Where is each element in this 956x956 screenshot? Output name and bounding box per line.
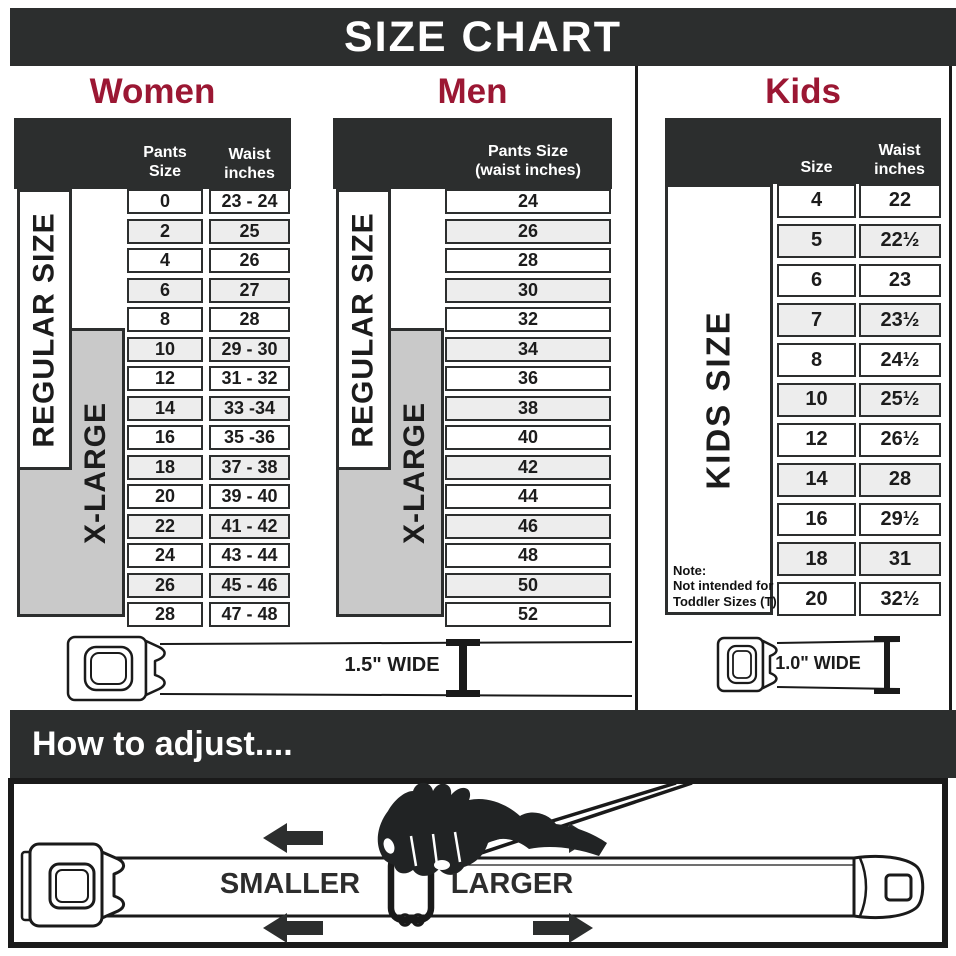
size-cell: 6 xyxy=(127,278,203,303)
waist-cell: 31 xyxy=(859,542,941,576)
waist-column-header: Waist inches xyxy=(874,142,925,178)
men-regular-label: REGULAR SIZE xyxy=(346,211,380,448)
belt-buckle-icon xyxy=(22,844,124,926)
size-cell: 12 xyxy=(777,423,856,457)
table-row xyxy=(777,542,941,576)
women-xlarge-label: X-LARGE xyxy=(78,401,112,544)
table-row xyxy=(445,219,611,244)
size-cell: 4 xyxy=(777,184,856,218)
adult-belt-width-label: 1.5" WIDE xyxy=(344,653,440,676)
men-regular-band xyxy=(336,189,391,470)
waist-cell: 29 - 30 xyxy=(209,337,290,362)
table-row xyxy=(777,463,941,497)
table-row xyxy=(445,248,611,273)
table-row xyxy=(127,484,290,509)
size-cell: 16 xyxy=(127,425,203,450)
waist-cell: 37 - 38 xyxy=(209,455,290,480)
size-cell: 0 xyxy=(127,189,203,214)
size-cell: 48 xyxy=(445,543,611,568)
adjust-illustration-drawing xyxy=(8,778,948,948)
smaller-label: SMALLER xyxy=(219,867,361,900)
size-cell: 28 xyxy=(445,248,611,273)
table-row xyxy=(127,425,290,450)
men-size-table xyxy=(333,118,612,624)
table-row xyxy=(127,248,290,273)
table-row xyxy=(777,184,941,218)
men-rows xyxy=(445,189,611,624)
table-row xyxy=(445,337,611,362)
table-row xyxy=(445,278,611,303)
table-row xyxy=(445,484,611,509)
size-cell: 20 xyxy=(777,582,856,616)
pants-size-column-header: Pants Size xyxy=(143,144,187,180)
table-row xyxy=(127,278,290,303)
table-row xyxy=(127,573,290,598)
women-regular-band xyxy=(17,189,72,470)
table-row xyxy=(445,514,611,539)
men-heading: Men xyxy=(437,72,508,111)
table-row xyxy=(127,337,290,362)
table-row xyxy=(445,396,611,421)
size-cell: 52 xyxy=(445,602,611,627)
size-cell: 36 xyxy=(445,366,611,391)
waist-cell: 45 - 46 xyxy=(209,573,290,598)
table-row xyxy=(445,307,611,332)
size-cell: 26 xyxy=(127,573,203,598)
table-row xyxy=(445,602,611,627)
table-row xyxy=(777,423,941,457)
table-row xyxy=(445,455,611,480)
right-border-line xyxy=(949,66,952,710)
waist-cell: 33 -34 xyxy=(209,396,290,421)
waist-cell: 35 -36 xyxy=(209,425,290,450)
size-cell: 24 xyxy=(127,543,203,568)
size-cell: 10 xyxy=(777,383,856,417)
section-divider xyxy=(635,66,638,710)
women-size-table xyxy=(14,118,291,624)
page-title: SIZE CHART xyxy=(344,12,622,61)
size-cell: 30 xyxy=(445,278,611,303)
waist-cell: 28 xyxy=(209,307,290,332)
size-cell: 44 xyxy=(445,484,611,509)
larger-label: LARGER xyxy=(450,867,574,900)
waist-cell: 28 xyxy=(859,463,941,497)
waist-cell: 29½ xyxy=(859,503,941,537)
waist-cell: 31 - 32 xyxy=(209,366,290,391)
table-row xyxy=(127,514,290,539)
table-row xyxy=(445,425,611,450)
adjust-illustration xyxy=(8,778,948,948)
size-cell: 5 xyxy=(777,224,856,258)
table-row xyxy=(445,189,611,214)
waist-cell: 26 xyxy=(209,248,290,273)
table-row xyxy=(127,189,290,214)
table-row xyxy=(777,303,941,337)
kids-belt-width-label: 1.0" WIDE xyxy=(775,652,861,673)
men-column-header: Pants Size (waist inches) xyxy=(475,143,581,179)
waist-cell: 41 - 42 xyxy=(209,514,290,539)
size-column-header: Size xyxy=(800,158,833,176)
size-cell: 18 xyxy=(777,542,856,576)
table-row xyxy=(127,455,290,480)
table-row xyxy=(777,383,941,417)
kids-table-header xyxy=(665,118,941,184)
table-row xyxy=(127,396,290,421)
kids-size-table xyxy=(665,118,941,618)
waist-cell: 32½ xyxy=(859,582,941,616)
waist-cell: 43 - 44 xyxy=(209,543,290,568)
belt-buckle-icon xyxy=(68,637,165,700)
table-row xyxy=(777,224,941,258)
size-cell: 14 xyxy=(127,396,203,421)
size-cell: 18 xyxy=(127,455,203,480)
table-row xyxy=(777,343,941,377)
table-row xyxy=(445,543,611,568)
men-table-header xyxy=(333,118,612,189)
kids-size-label: KIDS SIZE xyxy=(700,309,738,490)
size-cell: 46 xyxy=(445,514,611,539)
size-cell: 22 xyxy=(127,514,203,539)
belt-tip-icon xyxy=(854,856,923,917)
size-cell: 14 xyxy=(777,463,856,497)
women-rows xyxy=(127,189,290,624)
waist-cell: 25½ xyxy=(859,383,941,417)
size-chart-banner xyxy=(10,8,956,66)
size-cell: 38 xyxy=(445,396,611,421)
how-to-adjust-banner xyxy=(10,710,956,778)
size-cell: 20 xyxy=(127,484,203,509)
men-xlarge-label: X-LARGE xyxy=(397,401,431,544)
table-row xyxy=(127,307,290,332)
waist-column-header: Waist inches xyxy=(224,146,275,182)
size-cell: 6 xyxy=(777,264,856,298)
size-cell: 2 xyxy=(127,219,203,244)
women-table-header xyxy=(14,118,291,189)
waist-cell: 23½ xyxy=(859,303,941,337)
table-row xyxy=(445,366,611,391)
size-cell: 12 xyxy=(127,366,203,391)
kids-rows xyxy=(777,184,941,616)
table-row xyxy=(777,503,941,537)
size-cell: 40 xyxy=(445,425,611,450)
table-row xyxy=(127,219,290,244)
table-row xyxy=(777,582,941,616)
size-cell: 10 xyxy=(127,337,203,362)
women-heading: Women xyxy=(89,72,216,111)
table-row xyxy=(127,602,290,627)
waist-cell: 24½ xyxy=(859,343,941,377)
size-cell: 28 xyxy=(127,602,203,627)
toddler-note: Note: Not intended for Toddler Sizes (T) xyxy=(673,563,777,609)
size-cell: 26 xyxy=(445,219,611,244)
waist-cell: 27 xyxy=(209,278,290,303)
table-row xyxy=(777,264,941,298)
waist-cell: 23 - 24 xyxy=(209,189,290,214)
size-cell: 24 xyxy=(445,189,611,214)
size-cell: 16 xyxy=(777,503,856,537)
table-row xyxy=(445,573,611,598)
table-row xyxy=(127,543,290,568)
size-cell: 50 xyxy=(445,573,611,598)
waist-cell: 22 xyxy=(859,184,941,218)
kids-heading: Kids xyxy=(765,72,841,111)
women-regular-label: REGULAR SIZE xyxy=(27,211,61,448)
waist-cell: 23 xyxy=(859,264,941,298)
size-cell: 8 xyxy=(127,307,203,332)
size-cell: 4 xyxy=(127,248,203,273)
size-cell: 32 xyxy=(445,307,611,332)
waist-cell: 25 xyxy=(209,219,290,244)
size-cell: 7 xyxy=(777,303,856,337)
waist-cell: 26½ xyxy=(859,423,941,457)
kids-size-band xyxy=(665,184,777,615)
how-to-adjust-title: How to adjust.... xyxy=(32,724,293,763)
table-row xyxy=(127,366,290,391)
waist-cell: 39 - 40 xyxy=(209,484,290,509)
waist-cell: 22½ xyxy=(859,224,941,258)
size-cell: 34 xyxy=(445,337,611,362)
size-cell: 42 xyxy=(445,455,611,480)
size-cell: 8 xyxy=(777,343,856,377)
waist-cell: 47 - 48 xyxy=(209,602,290,627)
